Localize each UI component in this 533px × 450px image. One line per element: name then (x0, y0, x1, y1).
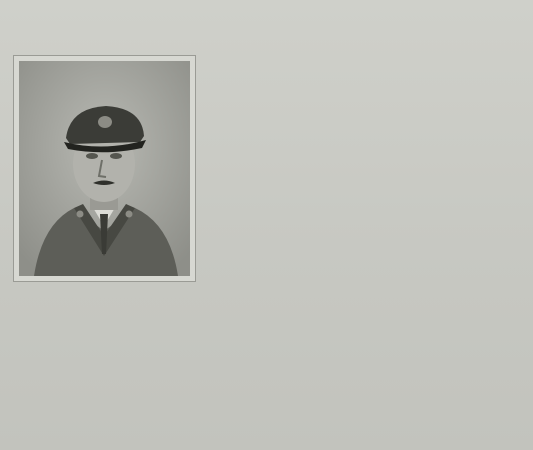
portrait-photo (13, 55, 196, 282)
portrait-image (14, 56, 195, 281)
